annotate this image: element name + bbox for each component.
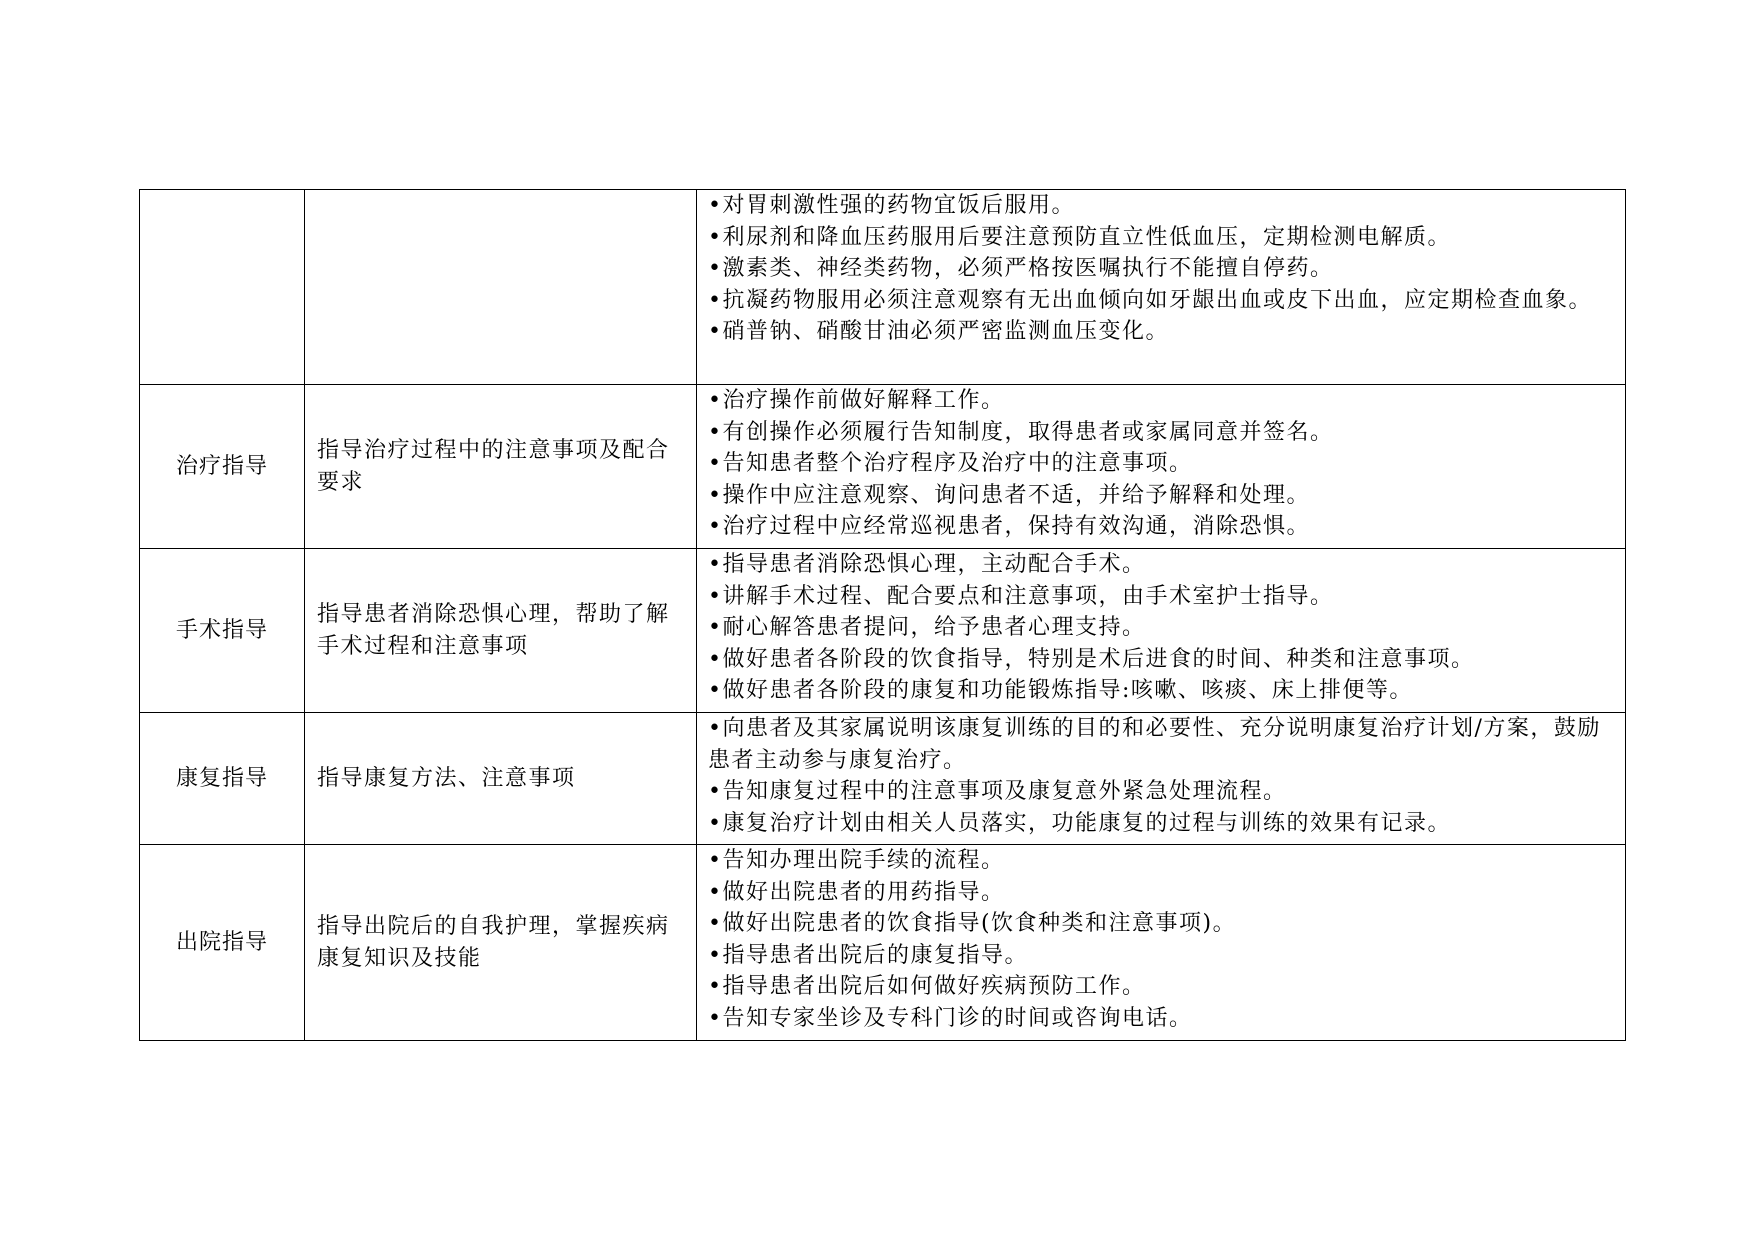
detail-item: •对胃刺激性强的药物宜饭后服用。 — [708, 193, 1075, 218]
details-cell — [697, 845, 1626, 1041]
category-cell: 手术指导 — [140, 549, 305, 713]
detail-item: •指导患者出院后的康复指导。 — [708, 942, 1028, 968]
details-cell — [697, 713, 1626, 845]
detail-item: •告知康复过程中的注意事项及康复意外紧急处理流程。 — [708, 779, 1287, 804]
detail-item: •告知办理出院手续的流程。 — [708, 848, 1005, 873]
requirement-cell: 指导康复方法、注意事项 — [305, 713, 697, 845]
category-cell: 治疗指导 — [140, 385, 305, 549]
detail-item: •指导患者出院后如何做好疾病预防工作。 — [708, 974, 1146, 999]
guidance-table — [139, 189, 1626, 1041]
detail-item: •告知患者整个治疗程序及治疗中的注意事项。 — [708, 451, 1193, 476]
detail-item: •讲解手术过程、配合要点和注意事项，由手术室护士指导。 — [708, 583, 1334, 609]
detail-item: •有创操作必须履行告知制度，取得患者或家属同意并签名。 — [708, 419, 1334, 445]
requirement-cell: 指导患者消除恐惧心理，帮助了解手术过程和注意事项 — [305, 549, 697, 713]
detail-item: •治疗操作前做好解释工作。 — [708, 388, 1005, 413]
requirement-cell — [305, 190, 697, 385]
details-cell — [697, 190, 1626, 385]
category-cell: 康复指导 — [140, 713, 305, 845]
detail-item: •告知专家坐诊及专科门诊的时间或咨询电话。 — [708, 1005, 1193, 1031]
detail-item: •激素类、神经类药物，必须严格按医嘱执行不能擅自停药。 — [708, 256, 1334, 281]
details-cell — [697, 385, 1626, 549]
detail-item: •做好出院患者的饮食指导(饮食种类和注意事项)。 — [708, 911, 1237, 936]
detail-item: •耐心解答患者提问，给予患者心理支持。 — [708, 615, 1146, 640]
detail-item: •做好患者各阶段的饮食指导，特别是术后进食的时间、种类和注意事项。 — [708, 646, 1475, 672]
table-row-treatment — [140, 385, 1626, 549]
detail-item: •利尿剂和降血压药服用后要注意预防直立性低血压，定期检测电解质。 — [708, 224, 1451, 250]
requirement-cell: 指导出院后的自我护理，掌握疾病康复知识及技能 — [305, 845, 697, 1041]
category-cell: 出院指导 — [140, 845, 305, 1041]
details-cell — [697, 549, 1626, 713]
detail-item: •硝普钠、硝酸甘油必须严密监测血压变化。 — [708, 319, 1169, 344]
table-row-discharge — [140, 845, 1626, 1041]
detail-item: •操作中应注意观察、询问患者不适，并给予解释和处理。 — [708, 482, 1310, 508]
detail-item: •抗凝药物服用必须注意观察有无出血倾向如牙龈出血或皮下出血，应定期检查血象。 — [708, 287, 1592, 313]
detail-item: •做好出院患者的用药指导。 — [708, 879, 1005, 905]
detail-item: •做好患者各阶段的康复和功能锻炼指导:咳嗽、咳痰、床上排便等。 — [708, 678, 1413, 703]
table-row-surgery — [140, 549, 1626, 713]
requirement-cell: 指导治疗过程中的注意事项及配合要求 — [305, 385, 697, 549]
detail-item: •指导患者消除恐惧心理，主动配合手术。 — [708, 552, 1146, 577]
detail-item: •康复治疗计划由相关人员落实，功能康复的过程与训练的效果有记录。 — [708, 810, 1451, 836]
category-cell — [140, 190, 305, 385]
table-row-medication-continued — [140, 190, 1626, 385]
detail-item: •治疗过程中应经常巡视患者，保持有效沟通，消除恐惧。 — [708, 514, 1310, 539]
table-row-rehabilitation — [140, 713, 1626, 845]
detail-item: •向患者及其家属说明该康复训练的目的和必要性、充分说明康复治疗计划/方案，鼓励患者主动参与康复治疗。 — [708, 716, 1601, 773]
